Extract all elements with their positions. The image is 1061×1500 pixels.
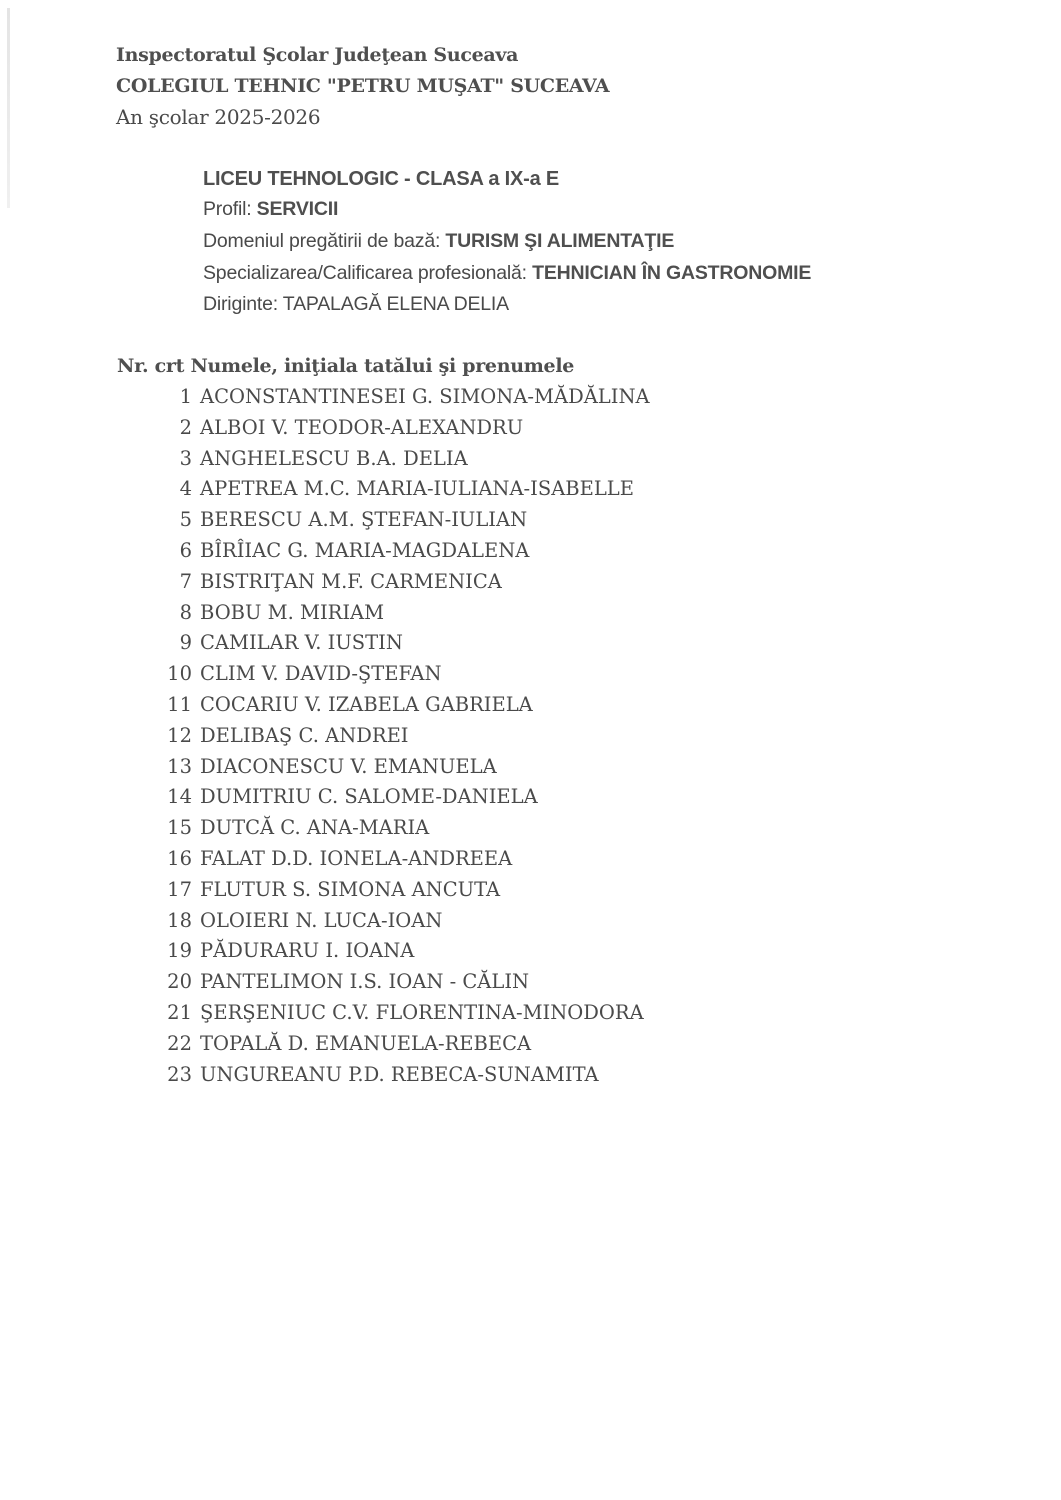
row-number: 23 [167, 1062, 192, 1086]
row-number: 5 [179, 508, 192, 532]
student-name: ANGHELESCU B.A. DELIA [200, 446, 468, 470]
row-number: 4 [179, 477, 192, 501]
row-number: 12 [167, 723, 192, 747]
table-row [150, 385, 650, 416]
table-row [150, 1032, 650, 1063]
specialization-value: TEHNICIAN ÎN GASTRONOMIE [532, 262, 812, 284]
row-number: 20 [167, 970, 192, 994]
specialization-label: Specializarea/Calificarea profesională: [203, 262, 533, 284]
student-name: FALAT D.D. IONELA-ANDREEA [200, 846, 513, 870]
student-name: BISTRIŢAN M.F. CARMENICA [200, 569, 502, 593]
profile-line [203, 198, 338, 221]
table-row [150, 631, 650, 662]
class-title: LICEU TEHNOLOGIC - CLASA a IX-a E [203, 168, 560, 190]
row-number: 10 [167, 662, 192, 686]
row-number: 19 [167, 939, 192, 963]
student-name: DIACONESCU V. EMANUELA [200, 754, 497, 778]
row-number: 1 [179, 385, 192, 408]
table-row [150, 539, 650, 570]
table-row [150, 416, 650, 447]
student-name: BÎRÎIAC G. MARIA-MAGDALENA [200, 538, 530, 562]
col-name-header: Numele, iniţiala tatălui şi prenumele [190, 355, 575, 377]
table-row [150, 755, 650, 786]
table-row [150, 601, 650, 632]
college-heading: COLEGIUL TEHNIC "PETRU MUŞAT" SUCEAVA [116, 75, 610, 97]
student-name: DUTCĂ C. ANA-MARIA [200, 816, 430, 840]
table-row [150, 816, 650, 847]
row-number: 11 [167, 692, 192, 716]
student-name: TOPALĂ D. EMANUELA-REBECA [200, 1031, 532, 1055]
student-name: UNGUREANU P.D. REBECA-SUNAMITA [200, 1062, 599, 1086]
scan-edge-line [7, 8, 10, 208]
table-row [150, 847, 650, 878]
table-row [150, 970, 650, 1001]
row-number: 9 [179, 631, 192, 655]
student-name: DELIBAŞ C. ANDREI [200, 723, 409, 747]
student-list [150, 385, 650, 1093]
row-number: 18 [167, 908, 192, 932]
row-number: 6 [179, 538, 192, 562]
teacher-line: Diriginte: TAPALAGĂ ELENA DELIA [203, 293, 509, 315]
inspectorate-heading: Inspectoratul Şcolar Judeţean Suceava [116, 44, 519, 66]
row-number: 22 [167, 1031, 192, 1055]
table-row [150, 785, 650, 816]
student-name: FLUTUR S. SIMONA ANCUTA [200, 877, 501, 901]
student-name: ŞERŞENIUC C.V. FLORENTINA-MINODORA [200, 1000, 644, 1024]
row-number: 15 [167, 816, 192, 840]
table-row [150, 570, 650, 601]
student-name: PĂDURARU I. IOANA [200, 939, 415, 963]
table-row [150, 939, 650, 970]
row-number: 14 [167, 785, 192, 809]
student-name: BERESCU A.M. ŞTEFAN-IULIAN [200, 508, 528, 532]
student-name: ALBOI V. TEODOR-ALEXANDRU [200, 415, 524, 439]
table-row [150, 447, 650, 478]
specialization-line [203, 262, 811, 285]
row-number: 3 [179, 446, 192, 470]
col-nr-header: Nr. crt [117, 355, 185, 377]
student-name: CAMILAR V. IUSTIN [200, 631, 403, 655]
domain-label: Domeniul pregătirii de bază: [203, 230, 446, 252]
table-row [150, 1063, 650, 1094]
table-row [150, 1001, 650, 1032]
student-name: DUMITRIU C. SALOME-DANIELA [200, 785, 538, 809]
row-number: 8 [179, 600, 192, 624]
student-name: APETREA M.C. MARIA-IULIANA-ISABELLE [200, 477, 634, 501]
student-name: BOBU M. MIRIAM [200, 600, 385, 624]
student-name: CLIM V. DAVID-ŞTEFAN [200, 662, 442, 686]
student-name: ACONSTANTINESEI G. SIMONA-MĂDĂLINA [200, 385, 650, 408]
table-row [150, 508, 650, 539]
row-number: 7 [179, 569, 192, 593]
student-name: OLOIERI N. LUCA-IOAN [200, 908, 443, 932]
profile-value: SERVICII [256, 198, 339, 220]
row-number: 16 [167, 846, 192, 870]
row-number: 13 [167, 754, 192, 778]
row-number: 2 [179, 415, 192, 439]
table-row [150, 693, 650, 724]
profile-label: Profil: [203, 198, 257, 220]
domain-line [203, 230, 674, 253]
domain-value: TURISM ŞI ALIMENTAŢIE [445, 230, 675, 252]
student-name: COCARIU V. IZABELA GABRIELA [200, 692, 533, 716]
table-header [117, 355, 574, 377]
row-number: 17 [167, 877, 192, 901]
student-name: PANTELIMON I.S. IOAN - CĂLIN [200, 970, 530, 994]
table-row [150, 878, 650, 909]
school-year: An şcolar 2025-2026 [116, 105, 321, 129]
table-row [150, 662, 650, 693]
table-row [150, 724, 650, 755]
row-number: 21 [167, 1000, 192, 1024]
table-row [150, 909, 650, 940]
table-row [150, 477, 650, 508]
